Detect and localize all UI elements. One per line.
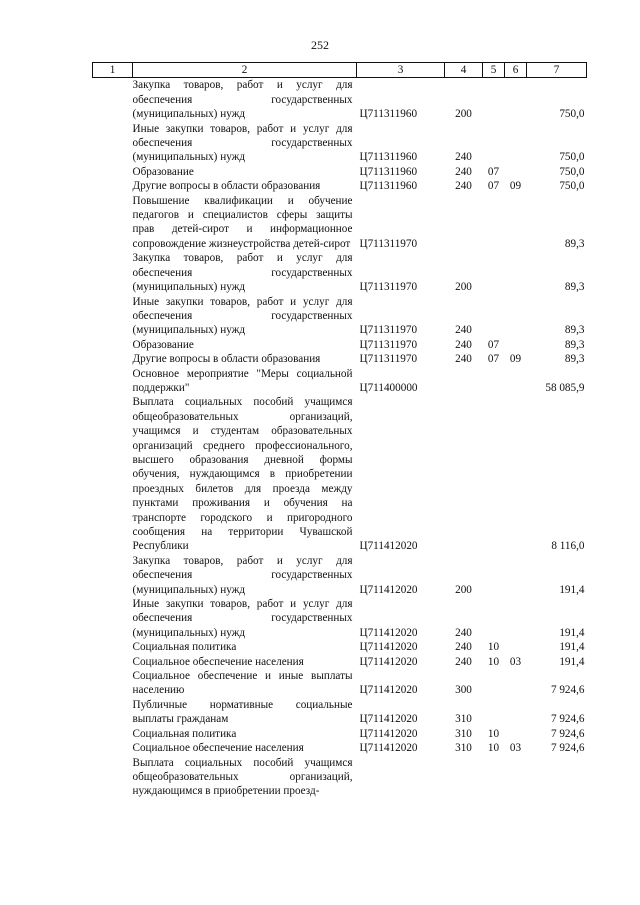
row-col6 bbox=[505, 165, 527, 179]
header-col-2: 2 bbox=[133, 63, 357, 78]
row-code: Ц711412020 bbox=[359, 641, 418, 654]
table-row bbox=[93, 698, 587, 727]
row-name: Социальное обеспечение населения bbox=[132, 655, 304, 668]
budget-table bbox=[92, 62, 587, 799]
row-col6 bbox=[505, 251, 527, 294]
table-row bbox=[93, 640, 587, 654]
row-col4: 200 bbox=[455, 281, 472, 294]
row-col5 bbox=[483, 669, 505, 698]
row-col4: 240 bbox=[455, 324, 472, 337]
col1-cell bbox=[93, 727, 133, 741]
row-name: Социальное обеспечение и иные выплаты населению bbox=[132, 670, 353, 697]
row-name: Социальная политика bbox=[132, 641, 237, 654]
table-body bbox=[93, 78, 587, 799]
row-amount: 89,3 bbox=[564, 324, 585, 337]
col1-cell bbox=[93, 367, 133, 396]
row-col4 bbox=[445, 756, 483, 799]
row-col6: 09 bbox=[509, 353, 522, 366]
table-row bbox=[93, 179, 587, 193]
header-col-4: 4 bbox=[445, 63, 483, 78]
header-row bbox=[93, 63, 587, 78]
col1-cell bbox=[93, 395, 133, 553]
row-amount: 191,4 bbox=[559, 626, 585, 639]
row-code: Ц711412020 bbox=[359, 583, 418, 596]
col1-cell bbox=[93, 338, 133, 352]
row-code: Ц711412020 bbox=[359, 626, 418, 639]
row-code: Ц711311960 bbox=[359, 165, 418, 178]
row-col5: 10 bbox=[487, 742, 500, 755]
row-name: Выплата социальных пособий учащимся общеобразовательных организаций, нуждающимся в приобретении проезд- bbox=[132, 756, 353, 798]
row-amount: 191,4 bbox=[559, 655, 585, 668]
row-amount: 191,4 bbox=[559, 641, 585, 654]
row-col4 bbox=[445, 367, 483, 396]
row-col4: 240 bbox=[455, 626, 472, 639]
row-name: Закупка товаров, работ и услуг для обеспечения государственных (муниципальных) нужд bbox=[132, 554, 353, 596]
row-amount: 7 924,6 bbox=[550, 727, 585, 740]
row-col4: 240 bbox=[455, 151, 472, 164]
row-amount: 89,3 bbox=[564, 353, 585, 366]
table-row bbox=[93, 669, 587, 698]
row-amount: 89,3 bbox=[564, 281, 585, 294]
row-col6: 09 bbox=[509, 180, 522, 193]
row-code: Ц711412020 bbox=[359, 684, 418, 697]
row-col5 bbox=[483, 597, 505, 640]
row-col5 bbox=[483, 756, 505, 799]
col1-cell bbox=[93, 251, 133, 294]
row-col6 bbox=[505, 295, 527, 338]
header-col-7: 7 bbox=[527, 63, 587, 78]
row-code bbox=[357, 756, 445, 799]
table-row bbox=[93, 741, 587, 755]
row-code: Ц711412020 bbox=[359, 727, 418, 740]
row-col5: 07 bbox=[487, 180, 500, 193]
table-row bbox=[93, 122, 587, 165]
row-col6 bbox=[505, 640, 527, 654]
row-col6 bbox=[505, 78, 527, 122]
table-row bbox=[93, 395, 587, 553]
col1-cell bbox=[93, 669, 133, 698]
row-code: Ц711400000 bbox=[359, 381, 418, 394]
row-col6 bbox=[505, 597, 527, 640]
col1-cell bbox=[93, 655, 133, 669]
header-col-1: 1 bbox=[93, 63, 133, 78]
col1-cell bbox=[93, 756, 133, 799]
row-col4: 200 bbox=[455, 108, 472, 121]
row-name: Образование bbox=[132, 165, 194, 178]
row-col5 bbox=[483, 194, 505, 252]
table-row bbox=[93, 295, 587, 338]
row-col5 bbox=[483, 554, 505, 597]
table-header bbox=[93, 63, 587, 78]
row-amount: 750,0 bbox=[559, 108, 585, 121]
row-col4: 240 bbox=[455, 338, 472, 351]
row-code: Ц711311970 bbox=[359, 338, 418, 351]
row-amount: 89,3 bbox=[564, 338, 585, 351]
row-name: Социальная политика bbox=[132, 727, 237, 740]
row-amount: 8 116,0 bbox=[551, 540, 585, 553]
table-row bbox=[93, 352, 587, 366]
row-name: Иные закупки товаров, работ и услуг для обеспечения государственных (муниципальных) нужд bbox=[132, 295, 353, 337]
table-row bbox=[93, 727, 587, 741]
row-code: Ц711412020 bbox=[359, 540, 418, 553]
row-amount bbox=[527, 756, 587, 799]
row-col4 bbox=[445, 395, 483, 553]
row-name: Образование bbox=[132, 338, 194, 351]
row-col6 bbox=[505, 194, 527, 252]
col1-cell bbox=[93, 597, 133, 640]
row-name: Выплата социальных пособий учащимся общеобразовательных организаций, учащимся и студентам образовательных организаций среднего профессионального, высшего образования дневной формы обучения, нуждающимся в приобретении проездных билетов для проезда между пунктами проживания и обучения на транспорте городского и пригородного сообщения на территории Чувашской Республики bbox=[132, 396, 353, 553]
row-col5: 07 bbox=[487, 338, 500, 351]
row-col5: 07 bbox=[487, 165, 500, 178]
row-col4: 310 bbox=[455, 727, 472, 740]
row-code: Ц711311970 bbox=[359, 281, 418, 294]
row-col4: 240 bbox=[455, 165, 472, 178]
row-code: Ц711412020 bbox=[359, 655, 418, 668]
row-name: Публичные нормативные социальные выплаты гражданам bbox=[132, 698, 353, 726]
col1-cell bbox=[93, 165, 133, 179]
row-col4: 200 bbox=[455, 583, 472, 596]
row-col6 bbox=[505, 756, 527, 799]
row-col4: 240 bbox=[455, 180, 472, 193]
header-col-5: 5 bbox=[483, 63, 505, 78]
row-amount: 191,4 bbox=[559, 583, 585, 596]
col1-cell bbox=[93, 640, 133, 654]
row-col4: 240 bbox=[455, 353, 472, 366]
row-name: Основное мероприятие "Меры социальной поддержки" bbox=[132, 367, 353, 394]
row-name: Повышение квалификации и обучение педагогов и специалистов сферы защиты прав детей-сирот и информационное сопровождение жизнеустройства детей-сирот bbox=[132, 194, 353, 250]
col1-cell bbox=[93, 194, 133, 252]
row-amount: 7 924,6 bbox=[550, 684, 585, 697]
row-name: Иные закупки товаров, работ и услуг для обеспечения государственных (муниципальных) нужд bbox=[132, 122, 353, 164]
row-col6: 03 bbox=[509, 655, 522, 668]
row-code: Ц711311970 bbox=[359, 353, 418, 366]
row-amount: 750,0 bbox=[559, 151, 585, 164]
row-amount: 7 924,6 bbox=[550, 742, 585, 755]
header-col-6: 6 bbox=[505, 63, 527, 78]
row-col5 bbox=[483, 367, 505, 396]
row-code: Ц711412020 bbox=[359, 742, 418, 755]
row-code: Ц711412020 bbox=[359, 713, 418, 726]
row-amount: 750,0 bbox=[559, 180, 585, 193]
row-col4 bbox=[445, 194, 483, 252]
table-row bbox=[93, 194, 587, 252]
row-name: Закупка товаров, работ и услуг для обеспечения государственных (муниципальных) нужд bbox=[132, 79, 353, 121]
table-row bbox=[93, 554, 587, 597]
row-code: Ц711311960 bbox=[359, 108, 418, 121]
row-col6 bbox=[505, 669, 527, 698]
row-name: Другие вопросы в области образования bbox=[132, 353, 321, 366]
row-col4: 240 bbox=[455, 641, 472, 654]
row-col5 bbox=[483, 698, 505, 727]
row-col5: 07 bbox=[487, 353, 500, 366]
col1-cell bbox=[93, 554, 133, 597]
row-col5: 10 bbox=[487, 655, 500, 668]
row-name: Закупка товаров, работ и услуг для обеспечения государственных (муниципальных) нужд bbox=[132, 252, 353, 294]
row-col4: 240 bbox=[455, 655, 472, 668]
col1-cell bbox=[93, 741, 133, 755]
page-number: 252 bbox=[311, 38, 329, 52]
row-col6 bbox=[505, 395, 527, 553]
row-col5 bbox=[483, 251, 505, 294]
row-col5 bbox=[483, 295, 505, 338]
row-col4: 310 bbox=[455, 713, 472, 726]
row-code: Ц711311960 bbox=[359, 151, 418, 164]
table-row bbox=[93, 655, 587, 669]
row-col5: 10 bbox=[487, 727, 500, 740]
table-row bbox=[93, 251, 587, 294]
row-code: Ц711311960 bbox=[359, 180, 418, 193]
row-col6 bbox=[505, 727, 527, 741]
col1-cell bbox=[93, 78, 133, 122]
row-amount: 58 085,9 bbox=[545, 381, 585, 394]
row-name: Социальное обеспечение населения bbox=[132, 742, 304, 755]
row-col6 bbox=[505, 698, 527, 727]
row-col5 bbox=[483, 122, 505, 165]
row-col6 bbox=[505, 367, 527, 396]
table-row bbox=[93, 338, 587, 352]
row-col5 bbox=[483, 395, 505, 553]
header-col-3: 3 bbox=[357, 63, 445, 78]
row-amount: 750,0 bbox=[559, 165, 585, 178]
row-col5: 10 bbox=[487, 641, 500, 654]
table-row bbox=[93, 165, 587, 179]
col1-cell bbox=[93, 698, 133, 727]
col1-cell bbox=[93, 352, 133, 366]
row-col5 bbox=[483, 78, 505, 122]
table-row bbox=[93, 78, 587, 122]
col1-cell bbox=[93, 295, 133, 338]
col1-cell bbox=[93, 122, 133, 165]
table-row bbox=[93, 367, 587, 396]
row-amount: 89,3 bbox=[564, 237, 585, 250]
row-col6 bbox=[505, 554, 527, 597]
col1-cell bbox=[93, 179, 133, 193]
row-col6 bbox=[505, 338, 527, 352]
row-name: Другие вопросы в области образования bbox=[132, 180, 321, 193]
row-code: Ц711311970 bbox=[359, 324, 418, 337]
row-col6: 03 bbox=[509, 742, 522, 755]
row-amount: 7 924,6 bbox=[550, 713, 585, 726]
row-code: Ц711311970 bbox=[359, 237, 418, 250]
row-col6 bbox=[505, 122, 527, 165]
table-row bbox=[93, 756, 587, 799]
row-col4: 300 bbox=[455, 684, 472, 697]
table-row bbox=[93, 597, 587, 640]
row-name: Иные закупки товаров, работ и услуг для обеспечения государственных (муниципальных) нужд bbox=[132, 598, 353, 639]
row-col4: 310 bbox=[455, 742, 472, 755]
